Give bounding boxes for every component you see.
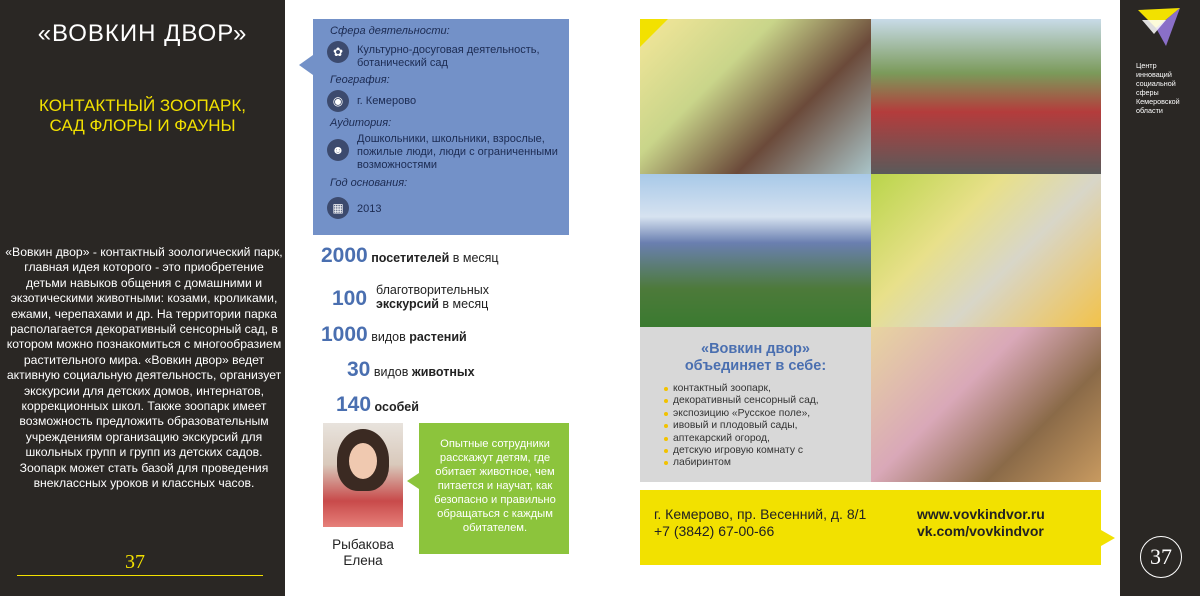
page-title: «ВОВКИН ДВОР»	[37, 20, 248, 47]
heading-line: «Вовкин двор»	[701, 341, 810, 357]
contact-links	[917, 506, 1045, 540]
right-strip	[1120, 0, 1200, 596]
phone[interactable]: +7 (3842) 67-00-66	[654, 523, 775, 539]
stat-number: 30	[347, 358, 371, 381]
stat-rest: в месяц	[438, 297, 489, 311]
org-line: области	[1136, 106, 1163, 115]
stat-visitors	[321, 244, 499, 268]
description: «Вовкин двор» - контактный зоологический парк, главная идея которого - это приобретение детьми навыков общения с домашними и экзотическими животными: козами, кроликами, ежами, черепахами и др. На территории парка располагается декоративный сенсорный сад, в котором можно познакомиться с многообразием растительного мира. «Вовкин двор» ведет активную социальную деятельность, организует экскурсии для детских домов, интернатов, коррекционных школ. Также зоопарк имеет возможность предложить образовательным учреждениям организацию экскурсий для школьных групп и групп из детских садов. Зоопарк может стать базой для проведения внеклассных уроков и классных часов.	[5, 245, 283, 491]
org-line: инноваций	[1136, 70, 1172, 79]
vk-link[interactable]: vk.com/vovkindvor	[917, 523, 1044, 539]
org-line: Кемеровской	[1136, 97, 1180, 106]
address: г. Кемерово, пр. Весенний, д. 8/1	[654, 506, 867, 522]
stat-number: 1000	[321, 323, 368, 346]
people-icon: ☻	[327, 139, 349, 161]
stat-individuals	[336, 393, 419, 417]
info-box	[313, 19, 569, 235]
stat-pre: видов	[373, 365, 412, 379]
photo-group	[640, 174, 871, 327]
corner-accent	[640, 19, 668, 47]
callout-notch	[1101, 530, 1115, 546]
audience-value: Дошкольники, школьники, взрослые, пожилые люди, люди с ограниченными возможностями	[357, 133, 558, 171]
leaf-icon: ✿	[327, 41, 349, 63]
org-name	[1136, 61, 1200, 115]
stat-bold: посетителей	[371, 251, 450, 265]
heading-line: объединяет в себе:	[684, 358, 827, 374]
sphere-value: Культурно-досуговая деятельность, ботанический сад	[357, 44, 540, 69]
audience-label: Аудитория:	[330, 117, 392, 129]
stat-excursions	[332, 283, 489, 311]
name-line: Рыбакова	[332, 537, 394, 552]
calendar-icon: ▦	[327, 197, 349, 219]
photo-playroom	[871, 174, 1101, 327]
person-name	[318, 537, 408, 569]
list-item: ивовый и плодовый сады,	[664, 420, 819, 432]
left-panel	[0, 0, 285, 596]
stat-rest: в месяц	[449, 251, 499, 265]
stat-number: 2000	[321, 244, 368, 267]
page-number-circle: 37	[1140, 536, 1182, 578]
list-item: контактный зоопарк,	[664, 383, 819, 395]
stat-bold: растений	[409, 330, 467, 344]
list-item: лабиринтом	[664, 457, 819, 469]
stat-bold: экскурсий	[376, 297, 439, 311]
list-item: аптекарский огород,	[664, 433, 819, 445]
org-line: социальной	[1136, 79, 1176, 88]
globe-icon: ◉	[327, 90, 349, 112]
face-shape	[349, 443, 377, 479]
photo-emu	[871, 327, 1101, 482]
unites-box	[640, 327, 871, 482]
name-line: Елена	[343, 553, 383, 568]
page-number: 37	[125, 551, 145, 573]
stat-number: 140	[336, 393, 372, 416]
sphere-label: Сфера деятельности:	[330, 25, 450, 37]
list-item: экспозицию «Русское поле»,	[664, 408, 819, 420]
list-item: детскую игровую комнату с	[664, 445, 819, 457]
quote-text: Опытные сотрудники расскажут детям, где обитает животное, чем питается и научат, как безопасно и правильно обращаться с каждым обитателем.	[434, 438, 556, 534]
org-line: Центр	[1136, 61, 1157, 70]
subtitle-line: САД ФЛОРЫ И ФАУНЫ	[49, 116, 236, 135]
unites-heading	[640, 341, 871, 375]
contacts-box	[640, 490, 1101, 565]
photo-children-pig	[640, 19, 871, 174]
geo-value: г. Кемерово	[357, 95, 417, 107]
stat-pre: благотворительных	[376, 283, 489, 297]
stat-bold: животных	[411, 365, 475, 379]
quote-box	[419, 423, 569, 554]
org-line: сферы	[1136, 88, 1159, 97]
stat-bold: особей	[374, 400, 419, 414]
stat-number: 100	[332, 287, 368, 310]
photo-crowd-event	[871, 19, 1101, 174]
subtitle-line: КОНТАКТНЫЙ ЗООПАРК,	[39, 96, 246, 115]
year-value: 2013	[357, 203, 382, 215]
geo-label: География:	[330, 74, 390, 86]
person-photo	[323, 423, 403, 527]
subtitle	[0, 96, 285, 136]
callout-notch	[299, 55, 313, 75]
list-item: декоративный сенсорный сад,	[664, 395, 819, 407]
stat-plants	[321, 323, 467, 347]
callout-notch	[407, 473, 419, 489]
divider	[17, 575, 263, 576]
stat-pre: видов	[371, 330, 410, 344]
website-link[interactable]: www.vovkindvor.ru	[917, 506, 1045, 522]
stat-animals	[347, 358, 475, 382]
logo-icon	[1136, 6, 1182, 50]
unites-list	[664, 383, 819, 470]
year-label: Год основания:	[330, 177, 408, 189]
contact-address	[654, 506, 866, 540]
